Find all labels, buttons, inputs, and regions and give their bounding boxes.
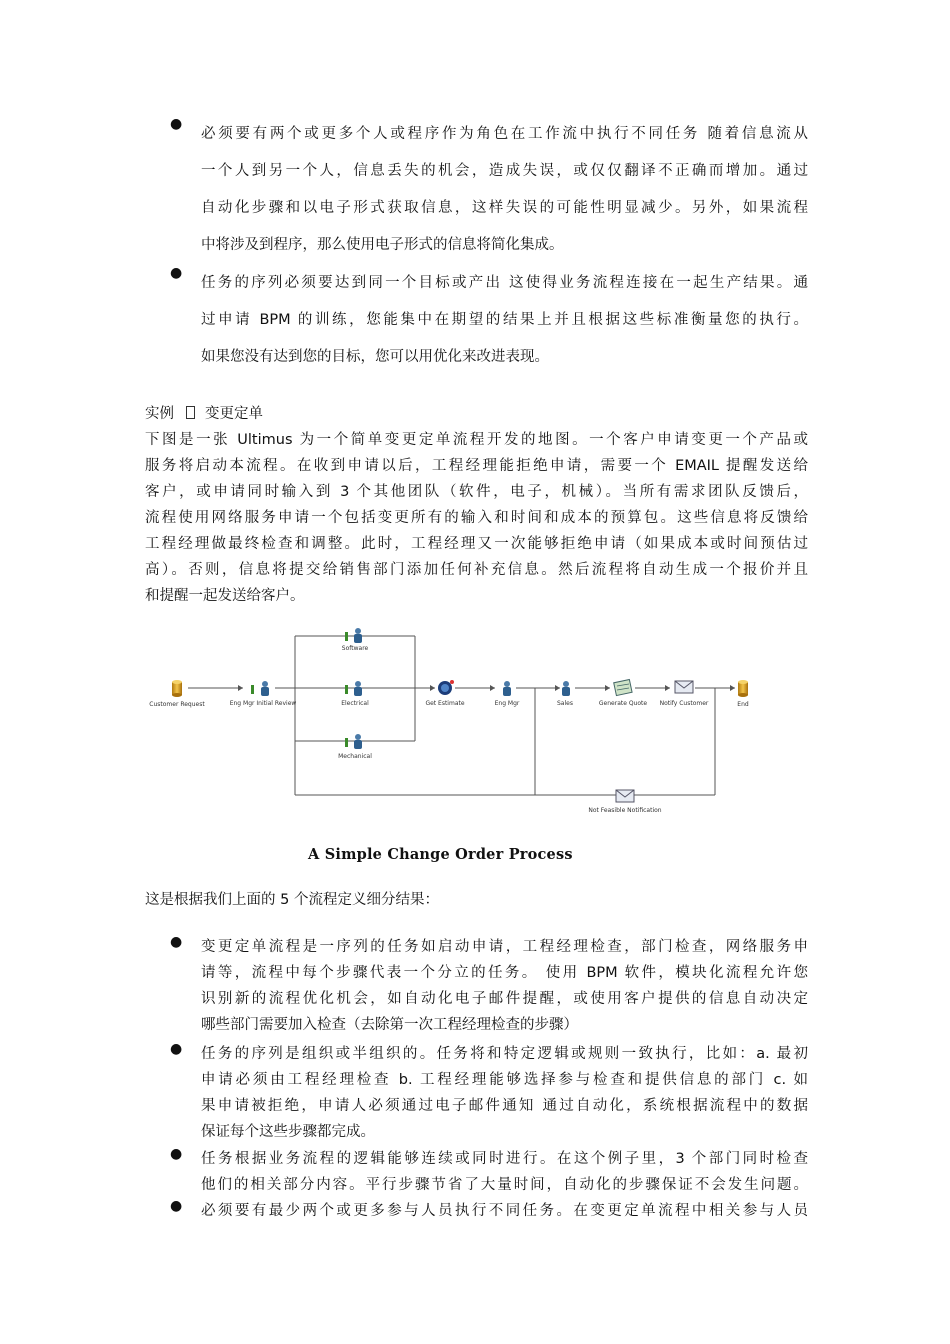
mechanical-node: [338, 734, 372, 760]
bullet-icon: ●: [170, 1041, 183, 1057]
end-node: [737, 680, 749, 708]
text-line: 他们的相关部分内容。平行步骤节省了大量时间，自动化的步骤保证不会发生问题。: [201, 1177, 808, 1193]
text-line: 服务将启动本流程。在收到申请以后，工程经理能拒绝申请，需要一个 EMAIL 提醒发送给: [145, 458, 808, 474]
breakdown-caption: 这是根据我们上面的 5 个流程定义细分结果：: [145, 892, 439, 908]
text-line: 流程使用网络服务申请一个包括变更所有的输入和时间和成本的预算包。这些信息将反馈给: [145, 510, 808, 526]
notify-customer-node: [660, 681, 709, 707]
text-line: 自动化步骤和以电子形式获取信息，这样失误的可能性明显减少。另外，如果流程: [201, 200, 808, 216]
section-heading: [145, 401, 263, 427]
software-node: [342, 628, 369, 652]
text-line: 过申请 BPM 的训练，您能集中在期望的结果上并且根据这些标准衡量您的执行。: [201, 312, 808, 328]
text-line: 变更定单流程是一序列的任务如启动申请，工程经理检查，部门检查，网络服务申: [201, 939, 808, 955]
text-line: 任务的序列是组织或半组织的。任务将和特定逻辑或规则一致执行，比如：a. 最初: [201, 1046, 808, 1062]
text-line: 高）。否则，信息将提交给销售部门添加任何补充信息。然后流程将自动生成一个报价并且: [145, 562, 808, 578]
text-line: 果申请被拒绝，申请人必须通过电子邮件通知 通过自动化，系统根据流程中的数据: [201, 1098, 808, 1114]
example-paragraph: [145, 427, 808, 609]
node-label: Eng Mgr: [494, 700, 520, 707]
node-label: Software: [341, 645, 369, 652]
node-label: Customer Request: [149, 701, 205, 708]
text-line: 请等，流程中每个步骤代表一个分立的任务。 使用 BPM 软件，模块化流程允许您: [201, 965, 808, 981]
text-line: 必须要有两个或更多个人或程序作为角色在工作流中执行不同任务 随着信息流从: [201, 126, 808, 142]
process-diagram: [140, 622, 760, 822]
text-line: 任务的序列必须要达到同一个目标或产出 这使得业务流程连接在一起生产结果。通: [201, 275, 808, 291]
list-item: [170, 1198, 808, 1224]
text-line: 哪些部门需要加入检查（去除第一次工程经理检查的步骤）: [201, 1017, 578, 1033]
electrical-node: [341, 681, 369, 707]
connector-lines: [188, 636, 735, 795]
sales-node: [557, 681, 573, 707]
text-line: 下图是一张 Ultimus 为一个简单变更定单流程开发的地图。一个客户申请变更一个产品或: [145, 432, 808, 448]
text-line: 中将涉及到程序，那么使用电子形式的信息将简化集成。: [201, 237, 564, 253]
node-label: Eng Mgr Initial Review: [229, 700, 297, 707]
not-feasible-notification-node: [588, 790, 661, 814]
node-label: Get Estimate: [425, 700, 465, 707]
figure-title: A Simple Change Order Process: [308, 846, 573, 863]
eng-mgr-initial-review-node: [230, 681, 297, 707]
bullet-icon: ●: [170, 1198, 183, 1214]
node-label: Electrical: [341, 700, 369, 707]
text-line: 识别新的流程优化机会，如自动化电子邮件提醒，或使用客户提供的信息自动决定: [201, 991, 808, 1007]
text-line: 一个人到另一个人，信息丢失的机会，造成失误，或仅仅翻译不正确而增加。通过: [201, 163, 808, 179]
text-line: 如果您没有达到您的目标，您可以用优化来改进表现。: [201, 349, 549, 365]
bullet-icon: ●: [170, 116, 183, 132]
node-label: Not Feasible Notification: [588, 807, 662, 814]
node-label: Sales: [557, 700, 573, 707]
list-item: [170, 1041, 808, 1145]
list-item: [170, 934, 808, 1038]
node-label: End: [737, 701, 749, 708]
bullet-icon: ●: [170, 1146, 183, 1162]
heading-left: 实例: [145, 406, 174, 422]
get-estimate-node: [425, 680, 464, 707]
text-line: 保证每个这些步骤都完成。: [201, 1124, 375, 1140]
node-label: Mechanical: [338, 753, 372, 760]
eng-mgr-node: [495, 681, 520, 707]
list-item: [170, 265, 808, 376]
bullet-icon: ●: [170, 934, 183, 950]
text-line: 任务根据业务流程的逻辑能够连续或同时进行。在这个例子里，3 个部门同时检查: [201, 1151, 808, 1167]
customer-request-node: [149, 680, 205, 708]
list-item: [170, 1146, 808, 1198]
node-label: Generate Quote: [598, 700, 648, 707]
text-line: 工程经理做最终检查和调整。此时，工程经理又一次能够拒绝申请（如果成本或时间预估过: [145, 536, 808, 552]
text-line: 申请必须由工程经理检查 b. 工程经理能够选择参与检查和提供信息的部门 c. 如: [201, 1072, 808, 1088]
missing-glyph-box: [186, 406, 195, 419]
heading-right: 变更定单: [205, 406, 263, 422]
text-line: 客户，或申请同时输入到 3 个其他团队（软件，电子，机械）。当所有需求团队反馈后，: [145, 484, 808, 500]
text-line: 和提醒一起发送给客户。: [145, 588, 305, 604]
generate-quote-node: [599, 679, 647, 707]
text-line: 必须要有最少两个或更多参与人员执行不同任务。在变更定单流程中相关参与人员: [201, 1203, 808, 1219]
list-item: [170, 116, 808, 264]
bullet-icon: ●: [170, 265, 183, 281]
node-label: Notify Customer: [659, 700, 709, 707]
